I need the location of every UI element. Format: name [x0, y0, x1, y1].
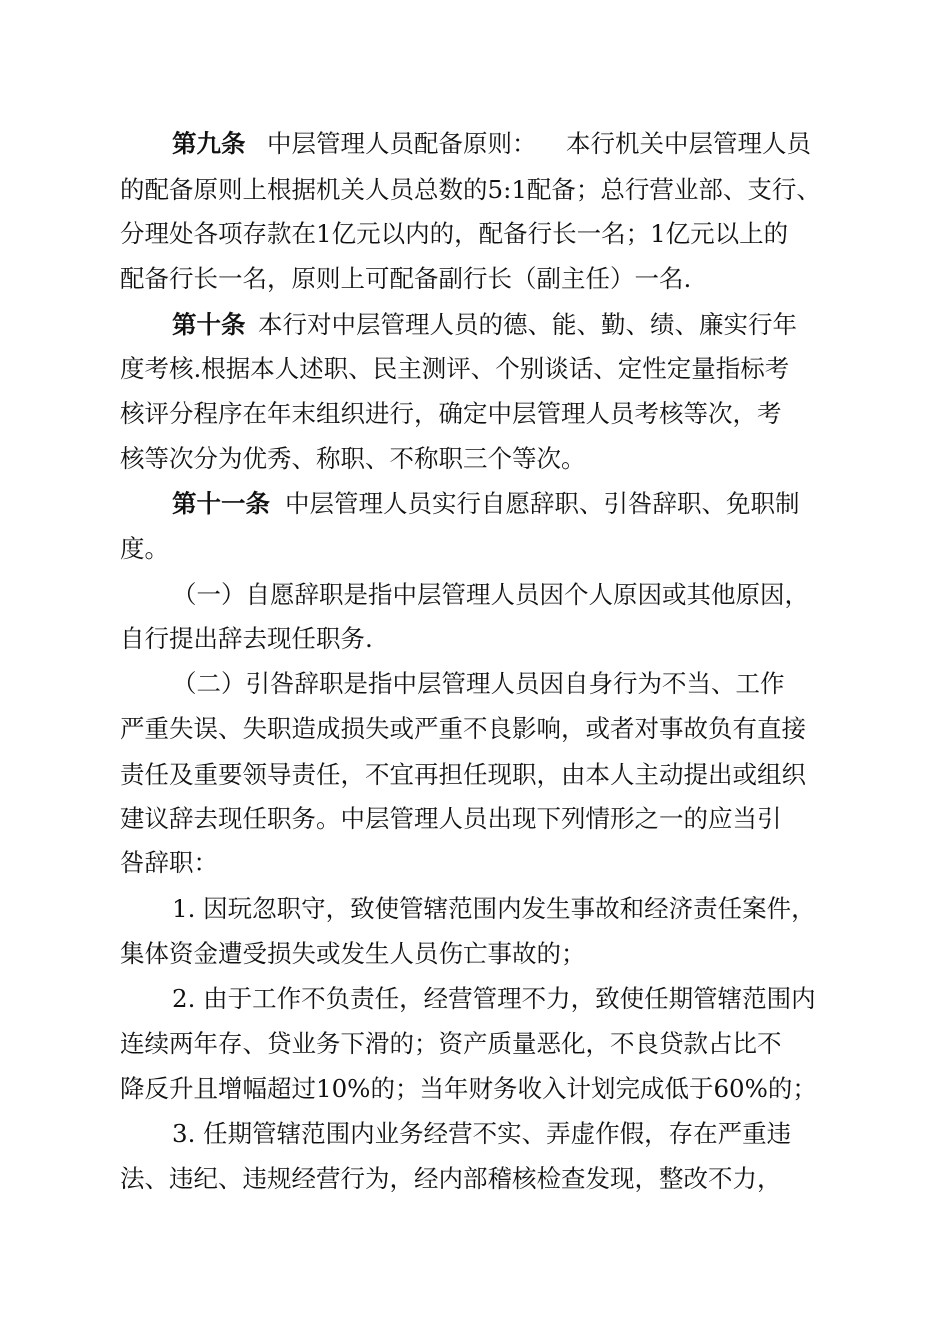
item-1-line-1 [0, 575, 950, 615]
article-9-text: 配备行长一名，原则上可配备副行长（副主任）一名. [120, 264, 692, 293]
sub-2-text: 降反升且增幅超过10%的；当年财务收入计划完成低于60%的； [120, 1074, 817, 1103]
article-9-text: 本行机关中层管理人员 [566, 129, 811, 158]
article-11-heading: 第十一条 [172, 489, 270, 518]
sub-3-line-2 [0, 1159, 950, 1199]
item-2-text: 责任及重要领导责任，不宜再担任现职，由本人主动提出或组织 [120, 760, 806, 789]
article-10-line-4 [0, 439, 950, 479]
item-2-text: 建议辞去现任职务。中层管理人员出现下列情形之一的应当引 [120, 804, 782, 833]
sub-2-text: 2. 由于工作不负责任，经营管理不力，致使任期管辖范围内 [172, 984, 816, 1013]
article-11-line-1 [0, 484, 950, 524]
article-11-line-2 [0, 529, 950, 569]
item-2-text: 严重失误、失职造成损失或严重不良影响，或者对事故负有直接 [120, 714, 806, 743]
article-9-text: 分理处各项存款在1亿元以内的，配备行长一名；1亿元以上的 [120, 219, 789, 248]
item-2-line-5 [0, 843, 950, 883]
article-10-line-2 [0, 349, 950, 389]
sub-2-line-1 [0, 979, 950, 1019]
item-2-line-3 [0, 755, 950, 795]
item-2-line-4 [0, 799, 950, 839]
sub-1-text: 1. 因玩忽职守，致使管辖范围内发生事故和经济责任案件， [172, 894, 816, 923]
article-10-text: 本行对中层管理人员的德、能、勤、绩、廉实行年 [258, 310, 797, 339]
sub-2-text: 连续两年存、贷业务下滑的；资产质量恶化，不良贷款占比不 [120, 1029, 782, 1058]
sub-3-line-1 [0, 1114, 950, 1154]
article-11-text: 中层管理人员实行自愿辞职、引咎辞职、免职制 [285, 489, 800, 518]
sub-3-text: 法、违纪、违规经营行为，经内部稽核检查发现，整改不力， [120, 1164, 782, 1193]
article-10-text: 度考核.根据本人述职、民主测评、个别谈话、定性定量指标考 [120, 354, 790, 383]
sub-1-line-1 [0, 889, 950, 929]
article-11-text: 度。 [120, 534, 169, 563]
article-9-line-3 [0, 214, 950, 254]
article-10-heading: 第十条 [172, 310, 246, 339]
article-9-line-1 [0, 124, 950, 164]
item-2-line-1 [0, 664, 950, 704]
article-10-line-3 [0, 394, 950, 434]
article-9-heading: 第九条 [172, 129, 246, 158]
article-9-line-4 [0, 259, 950, 299]
article-9-line-2 [0, 170, 950, 210]
sub-1-line-2 [0, 934, 950, 974]
item-2-text: 咎辞职： [120, 848, 218, 877]
item-1-text: 自行提出辞去现任职务. [120, 624, 373, 653]
sub-2-line-3 [0, 1069, 950, 1109]
item-1-line-2 [0, 619, 950, 659]
item-2-line-2 [0, 709, 950, 749]
article-10-text: 核评分程序在年末组织进行，确定中层管理人员考核等次，考 [120, 399, 782, 428]
article-9-text: 的配备原则上根据机关人员总数的5:1配备；总行营业部、支行、 [120, 175, 821, 204]
item-2-text: （二）引咎辞职是指中层管理人员因自身行为不当、工作 [172, 669, 785, 698]
article-10-text: 核等次分为优秀、称职、不称职三个等次。 [120, 444, 586, 473]
sub-1-text: 集体资金遭受损失或发生人员伤亡事故的； [120, 939, 586, 968]
sub-2-line-2 [0, 1024, 950, 1064]
sub-3-text: 3. 任期管辖范围内业务经营不实、弄虚作假，存在严重违 [172, 1119, 792, 1148]
item-1-text: （一）自愿辞职是指中层管理人员因个人原因或其他原因， [172, 580, 809, 609]
article-9-text: 中层管理人员配备原则： [267, 129, 537, 158]
article-10-line-1 [0, 305, 950, 345]
